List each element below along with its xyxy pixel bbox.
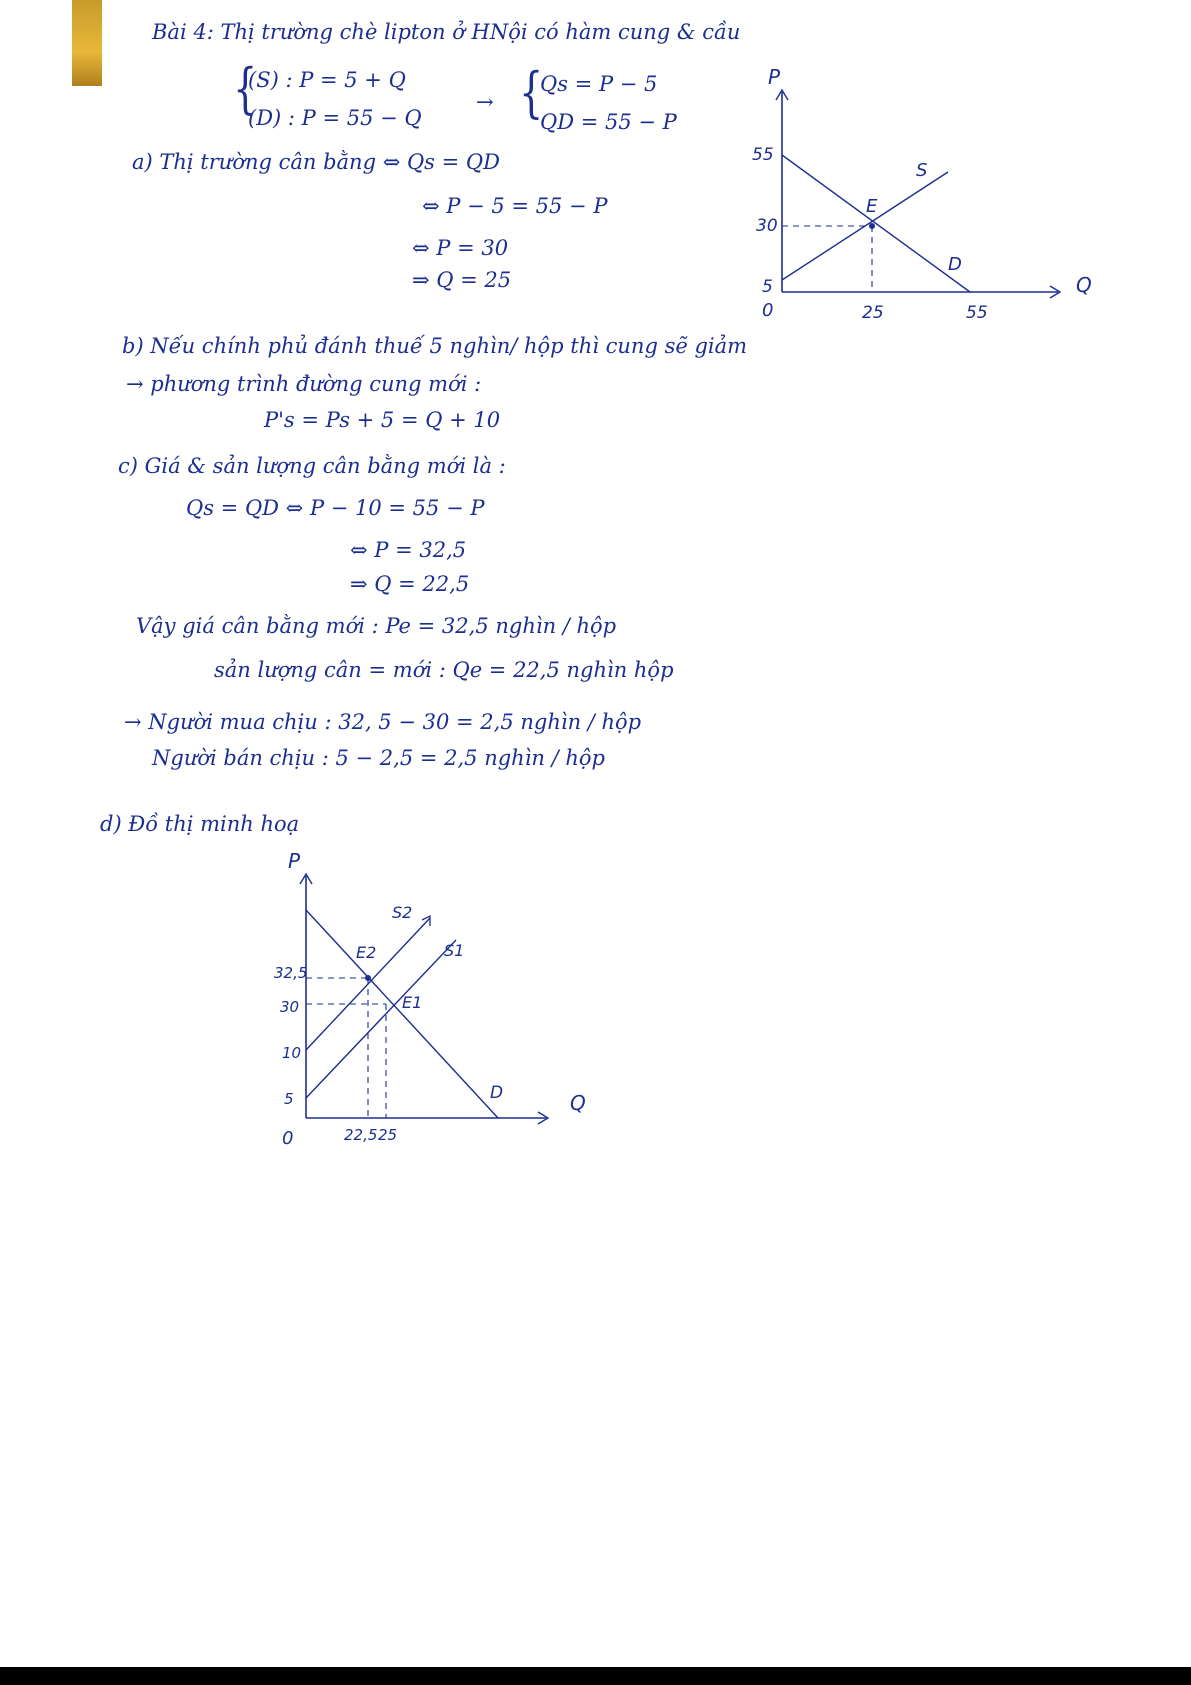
graph2-s1-label: S1 bbox=[444, 941, 465, 960]
graph1-ytick-30: 30 bbox=[756, 216, 778, 236]
part-b-line1: b) Nếu chính phủ đánh thuế 5 nghìn/ hộp thì cung sẽ giảm bbox=[122, 334, 748, 358]
part-a-line4: ⇒ Q = 25 bbox=[412, 268, 512, 292]
left-brace: { bbox=[233, 57, 258, 120]
graph1-xtick-25: 25 bbox=[862, 303, 884, 323]
part-a-line1: a) Thị trường cân bằng ⇔ Qs = QD bbox=[132, 150, 500, 174]
graph2-y-label: P bbox=[288, 849, 301, 873]
graph1-y-label: P bbox=[768, 65, 781, 89]
part-c-line2: Qs = QD ⇔ P − 10 = 55 − P bbox=[186, 496, 485, 520]
graph2-ytick-30: 30 bbox=[280, 998, 300, 1016]
graph1-demand-label: D bbox=[948, 254, 962, 275]
part-c-line1: c) Giá & sản lượng cân bằng mới là : bbox=[118, 454, 506, 478]
qd-equation: QD = 55 − P bbox=[540, 110, 677, 134]
graph2-e2-point bbox=[365, 975, 371, 981]
part-c-line3: ⇔ P = 32,5 bbox=[350, 538, 467, 562]
graph1-xtick-55: 55 bbox=[966, 303, 988, 323]
graph1-x-label: Q bbox=[1076, 273, 1092, 297]
graph2-x-label: Q bbox=[570, 1091, 586, 1115]
graph1-origin: 0 bbox=[762, 300, 774, 321]
graph2-ytick-32-5: 32,5 bbox=[274, 964, 308, 982]
graph2-e2-label: E2 bbox=[356, 943, 377, 962]
part-a-line3: ⇔ P = 30 bbox=[412, 236, 509, 260]
graph2-supply1-line bbox=[306, 940, 456, 1098]
scan-bottom-edge bbox=[0, 1667, 1191, 1685]
graph2-ytick-10: 10 bbox=[282, 1044, 302, 1062]
part-b-line3: P's = Ps + 5 = Q + 10 bbox=[264, 408, 501, 432]
part-c-line4: ⇒ Q = 22,5 bbox=[350, 572, 470, 596]
part-c-line8: Người bán chịu : 5 − 2,5 = 2,5 nghìn / hộp bbox=[152, 746, 605, 770]
part-c-line7: → Người mua chịu : 32, 5 − 30 = 2,5 nghìn / hộp bbox=[124, 710, 642, 734]
graph2-demand-label: D bbox=[490, 1083, 504, 1103]
problem-title: Bài 4: Thị trường chè lipton ở HNội có hàm cung & cầu bbox=[152, 20, 741, 44]
qs-equation: Qs = P − 5 bbox=[540, 72, 658, 96]
graph2-xtick-22-5: 22,5 bbox=[344, 1126, 378, 1144]
graph2-origin: 0 bbox=[282, 1128, 294, 1149]
graph1-supply-label: S bbox=[916, 160, 928, 181]
part-c-line5: Vậy giá cân bằng mới : Pe = 32,5 nghìn / hộp bbox=[136, 614, 617, 638]
graph2-demand-line bbox=[306, 910, 498, 1118]
graph1-equilibrium-label: E bbox=[866, 196, 878, 217]
graph2-xtick-25: 25 bbox=[378, 1126, 398, 1144]
graph1-ytick-55: 55 bbox=[752, 145, 774, 165]
graph2-ytick-5: 5 bbox=[284, 1090, 294, 1108]
part-d-line1: d) Đồ thị minh hoạ bbox=[100, 812, 300, 836]
part-c-line6: sản lượng cân = mới : Qe = 22,5 nghìn hộp bbox=[214, 658, 674, 682]
part-b-line2: → phương trình đường cung mới : bbox=[126, 372, 482, 396]
part-a-line2: ⇔ P − 5 = 55 − P bbox=[422, 194, 608, 218]
graph2-e1-label: E1 bbox=[402, 993, 423, 1012]
demand-equation: (D) : P = 55 − Q bbox=[248, 106, 422, 130]
arrow-symbol: → bbox=[476, 90, 494, 114]
right-brace: { bbox=[519, 61, 544, 124]
supply-equation: (S) : P = 5 + Q bbox=[248, 68, 406, 92]
graph2-s2-label: S2 bbox=[392, 903, 413, 922]
graph1-ytick-5: 5 bbox=[762, 277, 773, 297]
